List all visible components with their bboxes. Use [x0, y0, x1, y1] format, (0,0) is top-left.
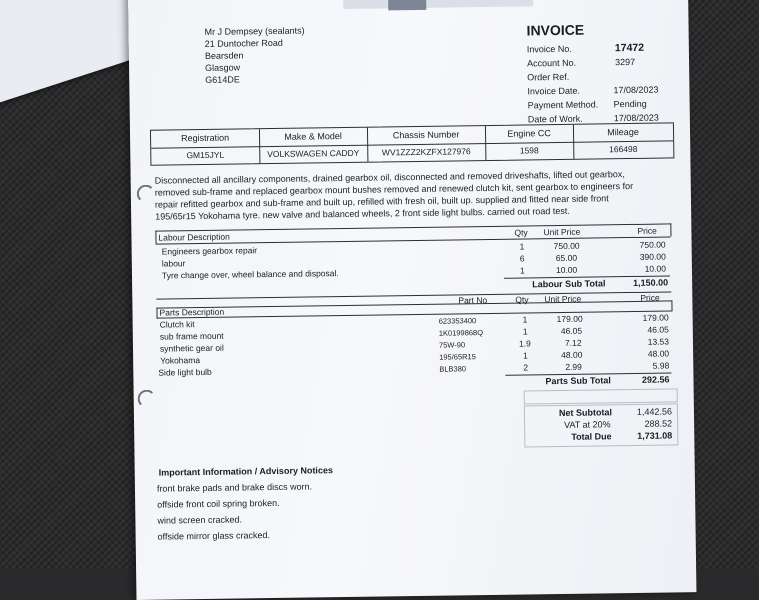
labour-unit-price: 65.00	[555, 252, 578, 264]
net-subtotal-value: 1,442.56	[636, 406, 673, 417]
part-qty: 1	[523, 350, 528, 361]
part-number: 195/65R15	[439, 352, 476, 362]
work-description-line: 195/65r15 Yokohama tyre. new valve and balanced wheels, 2 front side light bulbs. carried out road test.	[155, 205, 570, 222]
invoice-number: 17472	[614, 41, 645, 55]
address-line: G614DE	[205, 74, 240, 85]
part-price: 48.00	[647, 348, 670, 359]
advisory-item: wind screen cracked.	[157, 514, 243, 526]
invoice-field-label: Payment Method.	[527, 99, 599, 111]
registration-value: GM15JYL	[186, 149, 225, 161]
parts-subtotal-value: 292.56	[641, 374, 670, 385]
part-number: 623353400	[438, 316, 477, 326]
vat-label: VAT at 20%	[564, 419, 611, 430]
vehicle-header: Engine CC	[507, 128, 551, 139]
invoice-field-label: Order Ref.	[527, 71, 570, 83]
invoice-field-label: Invoice Date.	[527, 85, 581, 97]
part-description: Yokohama	[160, 355, 201, 366]
part-description: Side light bulb	[158, 366, 212, 378]
part-unit-price: 179.00	[556, 313, 583, 325]
labour-subtotal-label: Labour Sub Total	[532, 278, 606, 290]
total-due-value: 1,731.08	[637, 430, 673, 441]
total-due-label: Total Due	[571, 431, 612, 442]
advisory-item: front brake pads and brake discs worn.	[156, 481, 313, 494]
invoice-field-label: Invoice No.	[526, 43, 572, 55]
hole-punch-curl-icon	[138, 390, 156, 408]
invoice-sheet	[128, 0, 696, 600]
part-description: synthetic gear oil	[159, 342, 224, 354]
parts-subtotal-label: Parts Sub Total	[545, 375, 611, 387]
customer-name: Mr J Dempsey (sealants)	[204, 25, 305, 37]
labour-price: 390.00	[639, 251, 666, 262]
vehicle-header: Chassis Number	[392, 129, 460, 141]
advisory-item: offside mirror glass cracked.	[157, 530, 271, 542]
address-line: Bearsden	[204, 50, 244, 61]
part-number: 1K0199868Q	[438, 328, 484, 338]
chassis-value: WV1ZZZ2KZFX127976	[381, 146, 471, 158]
vehicle-header: Make & Model	[284, 131, 342, 142]
part-description: Clutch kit	[159, 319, 195, 330]
advisory-title: Important Information / Advisory Notices	[158, 465, 333, 478]
work-description-line: removed sub-frame and replaced gearbox mount bushes removed and renewed clutch kit, sent gearbox to engineers for	[154, 180, 634, 198]
hole-punch-curl-icon	[137, 185, 155, 203]
invoice-title: INVOICE	[526, 21, 585, 39]
labour-description: labour	[161, 258, 186, 269]
part-qty: 1	[522, 314, 528, 325]
labour-price: 10.00	[644, 263, 667, 274]
garage-logo-icon	[388, 0, 426, 10]
make-model-value: VOLKSWAGEN CADDY	[267, 147, 360, 160]
part-unit-price: 7.12	[564, 337, 582, 348]
labour-header-description: Labour Description	[158, 231, 230, 243]
totals-empty-box	[524, 388, 678, 404]
parts-header-part-no: Part No	[458, 295, 488, 306]
part-qty: 1	[522, 326, 528, 337]
vehicle-table	[150, 122, 674, 165]
labour-header-price: Price	[637, 225, 657, 236]
header-stamp-strip	[343, 0, 533, 9]
account-number: 3297	[614, 56, 636, 68]
labour-qty: 6	[519, 253, 525, 264]
vehicle-header: Registration	[180, 132, 230, 144]
part-unit-price: 46.05	[560, 325, 583, 336]
work-description-line: repair refitted gearbox and sub-frame and built up, refilled with fresh oil, built up. supplied and fitted near side front	[154, 193, 609, 210]
part-price: 46.05	[647, 324, 669, 335]
labour-price: 750.00	[639, 239, 666, 250]
engine-cc-value: 1598	[519, 145, 539, 156]
parts-header-price: Price	[640, 292, 660, 303]
mileage-value: 166498	[609, 143, 638, 155]
parts-header-description: Parts Description	[159, 306, 225, 318]
labour-header-qty: Qty	[514, 227, 528, 238]
part-price: 179.00	[642, 312, 669, 323]
labour-qty: 1	[519, 265, 525, 276]
date-of-work: 17/08/2023	[613, 112, 659, 124]
part-price: 13.53	[647, 336, 670, 347]
part-unit-price: 2.99	[565, 361, 582, 372]
part-number: BLB380	[439, 364, 467, 374]
invoice-field-label: Account No.	[526, 57, 577, 69]
part-price: 5.98	[652, 360, 670, 371]
address-line: Glasgow	[205, 62, 241, 73]
parts-top-rule	[156, 291, 671, 299]
part-unit-price: 48.00	[561, 349, 583, 360]
labour-qty: 1	[519, 241, 525, 252]
vehicle-header: Mileage	[607, 126, 639, 138]
work-description-line: Disconnected all ancillary components, drained gearbox oil, disconnected and removed driveshafts, lifted out gearbox,	[154, 169, 625, 186]
part-qty: 1.9	[518, 338, 531, 349]
net-subtotal-label: Net Subtotal	[558, 407, 613, 419]
payment-method: Pending	[613, 98, 647, 110]
invoice-field-label: Date of Work.	[527, 113, 583, 125]
labour-unit-price: 750.00	[553, 240, 580, 252]
part-qty: 2	[523, 362, 529, 373]
parts-header-qty: Qty	[515, 294, 529, 305]
advisory-item: offside front coil spring broken.	[157, 497, 280, 510]
labour-description: Engineers gearbox repair	[161, 245, 258, 257]
address-line: 21 Duntocher Road	[204, 37, 283, 49]
vat-value: 288.52	[644, 418, 673, 429]
invoice-date: 17/08/2023	[613, 84, 659, 96]
part-number: 75W-90	[438, 340, 466, 350]
parts-header-unit-price: Unit Price	[544, 293, 582, 305]
labour-subtotal-value: 1,150.00	[633, 277, 669, 288]
labour-unit-price: 10.00	[555, 264, 578, 276]
labour-header-unit-price: Unit Price	[543, 226, 581, 238]
part-description: sub frame mount	[159, 330, 224, 342]
labour-description: Tyre change over, wheel balance and disposal.	[161, 268, 339, 281]
